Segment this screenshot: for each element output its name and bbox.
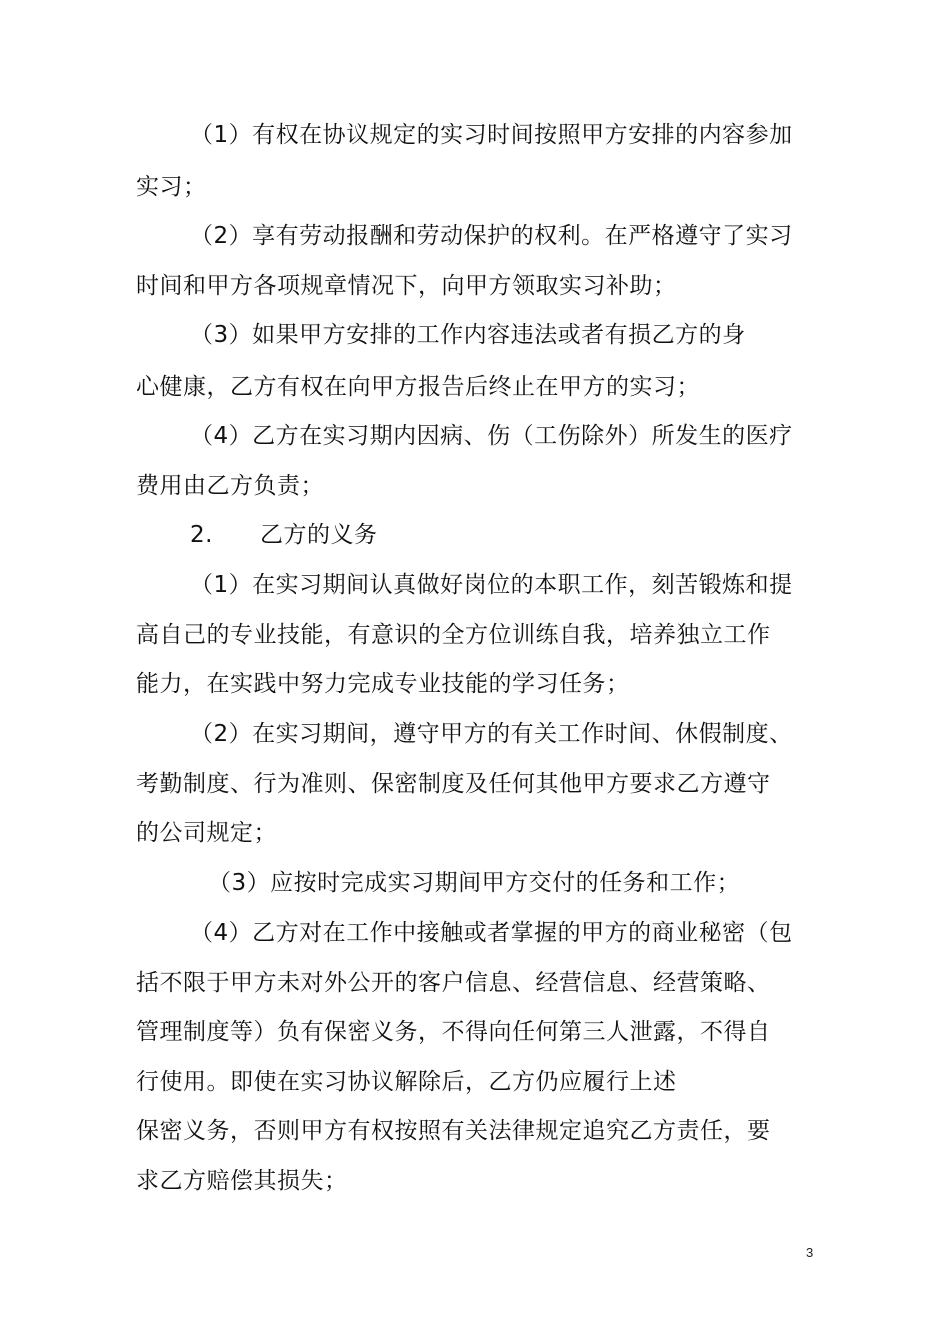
text-line: 保密义务，否则甲方有权按照有关法律规定追究乙方责任，要	[136, 1118, 771, 1144]
page-number: 3	[806, 1245, 814, 1260]
section-heading: 2. 乙方的义务	[190, 522, 378, 548]
text-line: 费用由乙方负责；	[136, 473, 324, 499]
text-line: 高自己的专业技能，有意识的全方位训练自我，培养独立工作	[136, 622, 771, 648]
text-line: 管理制度等）负有保密义务，不得向任何第三人泄露，不得自	[136, 1019, 771, 1045]
text-line: （3）如果甲方安排的工作内容违法或者有损乙方的身	[190, 322, 746, 348]
text-line: 能力，在实践中努力完成专业技能的学习任务；	[136, 671, 630, 697]
text-line: 心健康，乙方有权在向甲方报告后终止在甲方的实习；	[136, 374, 700, 400]
text-line: （4）乙方对在工作中接触或者掌握的甲方的商业秘密（包	[190, 920, 793, 946]
text-line: （1）在实习期间认真做好岗位的本职工作，刻苦锻炼和提	[190, 572, 793, 598]
text-line: （1）有权在协议规定的实习时间按照甲方安排的内容参加	[190, 122, 793, 148]
text-line: （4）乙方在实习期内因病、伤（工伤除外）所发生的医疗	[190, 423, 793, 449]
text-line: 考勤制度、行为准则、保密制度及任何其他甲方要求乙方遵守	[136, 771, 771, 797]
text-line: （3）应按时完成实习期间甲方交付的任务和工作；	[208, 870, 741, 896]
text-line: 求乙方赔偿其损失；	[136, 1168, 348, 1194]
text-line: （2）在实习期间，遵守甲方的有关工作时间、休假制度、	[190, 721, 793, 747]
text-line: 行使用。即使在实习协议解除后，乙方仍应履行上述	[136, 1069, 677, 1095]
text-line: （2）享有劳动报酬和劳动保护的权利。在严格遵守了实习	[190, 223, 793, 249]
text-line: 时间和甲方各项规章情况下，向甲方领取实习补助；	[136, 273, 677, 299]
text-line: 的公司规定；	[136, 820, 277, 846]
text-line: 括不限于甲方未对外公开的客户信息、经营信息、经营策略、	[136, 970, 771, 996]
text-line: 实习；	[136, 174, 207, 200]
